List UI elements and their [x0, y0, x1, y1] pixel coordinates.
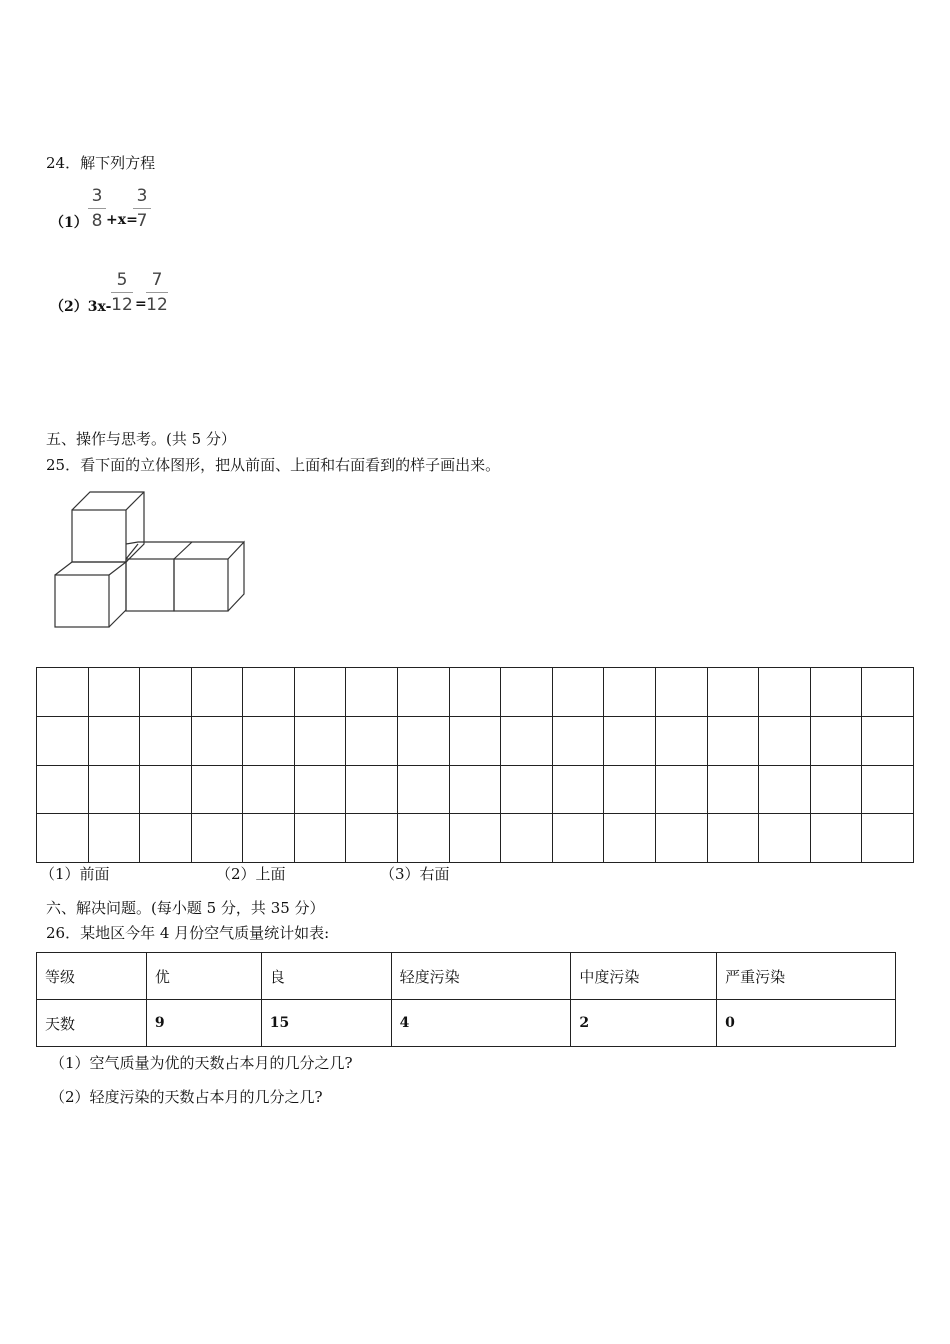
grid-cell[interactable] — [191, 716, 243, 765]
grid-cell[interactable] — [501, 765, 553, 814]
grid-cell[interactable] — [707, 765, 759, 814]
header-cell: 优 — [146, 953, 261, 1000]
grid-cell[interactable] — [294, 716, 346, 765]
grid-cell[interactable] — [759, 814, 811, 863]
grid-cell[interactable] — [346, 668, 398, 717]
grid-cell[interactable] — [655, 814, 707, 863]
grid-cell[interactable] — [810, 765, 862, 814]
grid-cell[interactable] — [759, 668, 811, 717]
grid-cell[interactable] — [604, 668, 656, 717]
grid-cell[interactable] — [37, 716, 89, 765]
value-cell: 0 — [717, 1000, 896, 1047]
value-cell: 4 — [391, 1000, 571, 1047]
grid-cell[interactable] — [88, 716, 140, 765]
grid-cell[interactable] — [191, 814, 243, 863]
fraction-numerator: 5 — [116, 270, 128, 290]
grid-cell[interactable] — [294, 814, 346, 863]
question-26-sub-2: （2）轻度污染的天数占本月的几分之几? — [50, 1088, 323, 1106]
grid-row — [37, 765, 914, 814]
grid-row — [37, 668, 914, 717]
fraction-numerator: 3 — [136, 186, 148, 206]
grid-cell[interactable] — [243, 668, 295, 717]
grid-cell[interactable] — [398, 716, 450, 765]
grid-cell[interactable] — [243, 765, 295, 814]
grid-cell[interactable] — [191, 668, 243, 717]
grid-cell[interactable] — [449, 668, 501, 717]
value-cell: 9 — [146, 1000, 261, 1047]
grid-cell[interactable] — [37, 765, 89, 814]
grid-cell[interactable] — [449, 716, 501, 765]
grid-cell[interactable] — [140, 765, 192, 814]
grid-row — [37, 716, 914, 765]
grid-cell[interactable] — [346, 716, 398, 765]
equation-1-operator: +x= — [106, 212, 138, 228]
grid-cell[interactable] — [759, 716, 811, 765]
fraction-denominator: 7 — [136, 211, 148, 231]
grid-cell[interactable] — [707, 814, 759, 863]
grid-cell[interactable] — [707, 716, 759, 765]
right-cube-1 — [126, 559, 174, 611]
question-25-title: 25．看下面的立体图形，把从前面、上面和右面看到的样子画出来。 — [46, 456, 501, 474]
grid-cell[interactable] — [140, 716, 192, 765]
grid-cell[interactable] — [862, 814, 914, 863]
header-cell: 严重污染 — [717, 953, 896, 1000]
equation-2-operator: = — [135, 296, 147, 312]
grid-cell[interactable] — [759, 765, 811, 814]
grid-cell[interactable] — [810, 814, 862, 863]
grid-cell[interactable] — [140, 668, 192, 717]
caption-right: （3）右面 — [380, 865, 450, 883]
fraction-denominator: 12 — [111, 295, 133, 315]
question-26-title: 26．某地区今年 4 月份空气质量统计如表: — [46, 924, 330, 942]
grid-cell[interactable] — [37, 668, 89, 717]
grid-cell[interactable] — [604, 716, 656, 765]
grid-cell[interactable] — [449, 765, 501, 814]
fraction-denominator: 12 — [146, 295, 168, 315]
section-5-title: 五、操作与思考。(共 5 分） — [46, 430, 236, 448]
grid-cell[interactable] — [552, 716, 604, 765]
fraction-3-8 — [88, 186, 106, 231]
grid-cell[interactable] — [294, 765, 346, 814]
grid-cell[interactable] — [655, 668, 707, 717]
grid-cell[interactable] — [88, 668, 140, 717]
table-header-row — [37, 953, 896, 1000]
grid-cell[interactable] — [140, 814, 192, 863]
fraction-numerator: 3 — [91, 186, 103, 206]
row-label-cell: 天数 — [37, 1000, 147, 1047]
grid-cell[interactable] — [862, 668, 914, 717]
section-6-title: 六、解决问题。(每小题 5 分，共 35 分） — [46, 899, 325, 917]
grid-cell[interactable] — [604, 765, 656, 814]
grid-cell[interactable] — [604, 814, 656, 863]
grid-cell[interactable] — [346, 814, 398, 863]
grid-cell[interactable] — [810, 716, 862, 765]
grid-cell[interactable] — [552, 668, 604, 717]
grid-cell[interactable] — [552, 765, 604, 814]
grid-cell[interactable] — [501, 814, 553, 863]
front-cube — [55, 575, 109, 627]
header-cell: 轻度污染 — [391, 953, 571, 1000]
caption-front: （1）前面 — [40, 865, 110, 883]
cube-figure — [50, 488, 250, 633]
grid-cell[interactable] — [810, 668, 862, 717]
grid-cell[interactable] — [862, 716, 914, 765]
grid-cell[interactable] — [88, 765, 140, 814]
grid-cell[interactable] — [501, 668, 553, 717]
fraction-5-12 — [111, 270, 133, 315]
header-cell: 中度污染 — [571, 953, 717, 1000]
grid-cell[interactable] — [398, 668, 450, 717]
air-quality-table — [36, 952, 896, 1047]
grid-cell[interactable] — [243, 716, 295, 765]
grid-row — [37, 814, 914, 863]
table-row — [37, 1000, 896, 1047]
drawing-grid[interactable] — [36, 667, 914, 863]
value-cell: 2 — [571, 1000, 717, 1047]
grid-cell[interactable] — [655, 765, 707, 814]
grid-cell[interactable] — [191, 765, 243, 814]
grid-cell[interactable] — [552, 814, 604, 863]
fraction-numerator: 7 — [151, 270, 163, 290]
header-cell: 良 — [261, 953, 391, 1000]
right-cube-2 — [174, 559, 228, 611]
value-cell: 15 — [261, 1000, 391, 1047]
grid-cell[interactable] — [398, 765, 450, 814]
caption-top: （2）上面 — [216, 865, 286, 883]
grid-cell[interactable] — [37, 814, 89, 863]
grid-cell[interactable] — [449, 814, 501, 863]
grid-cell[interactable] — [862, 765, 914, 814]
grid-cell[interactable] — [294, 668, 346, 717]
question-24-title: 24．解下列方程 — [46, 154, 156, 172]
grid-cell[interactable] — [243, 814, 295, 863]
question-26-sub-1: （1）空气质量为优的天数占本月的几分之几? — [50, 1054, 353, 1072]
grid-cell[interactable] — [655, 716, 707, 765]
fraction-3-7 — [133, 186, 151, 231]
header-cell: 等级 — [37, 953, 147, 1000]
grid-cell[interactable] — [501, 716, 553, 765]
grid-cell[interactable] — [88, 814, 140, 863]
equation-1-label: （1） — [50, 215, 88, 231]
grid-cell[interactable] — [346, 765, 398, 814]
fraction-7-12 — [146, 270, 168, 315]
fraction-denominator: 8 — [91, 211, 103, 231]
equation-2-label: （2）3x- — [50, 299, 112, 315]
grid-cell[interactable] — [398, 814, 450, 863]
top-cube-front — [72, 510, 126, 562]
grid-cell[interactable] — [707, 668, 759, 717]
